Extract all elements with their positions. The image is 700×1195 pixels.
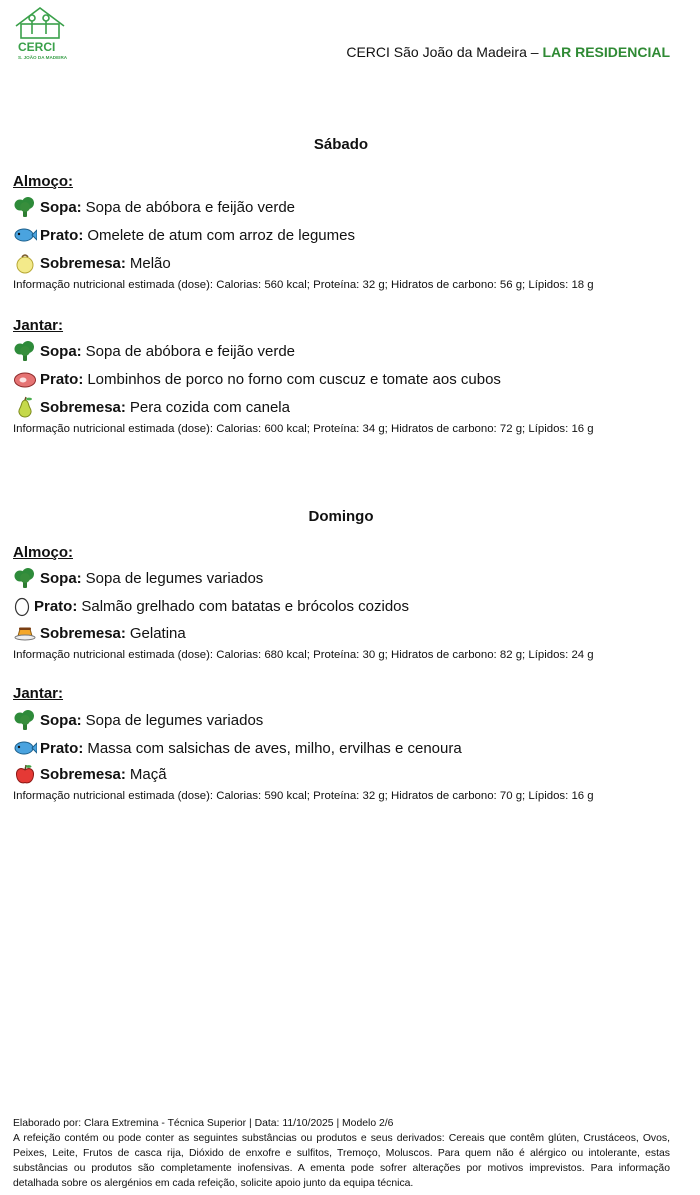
item-label: Sopa:: [40, 342, 82, 360]
logo-subtext: S. JOÃO DA MADEIRA: [18, 55, 68, 60]
apple-icon: [13, 763, 37, 785]
nutrition-info: Informação nutricional estimada (dose): Calorias: 590 kcal; Proteína: 32 g; Hidratos de carbono: 70 g; Lípidos: 16 g: [13, 790, 594, 802]
menu-item-soup: [13, 567, 263, 589]
menu-item-soup: [13, 340, 295, 362]
item-text: Sopa de abóbora e feijão verde: [85, 342, 295, 360]
item-label: Prato:: [34, 597, 78, 615]
logo-text: CERCI: [18, 40, 56, 54]
menu-item-dessert: [13, 396, 290, 418]
menu-item-soup: [13, 196, 295, 218]
meat-icon: [13, 368, 37, 390]
menu-item-dessert: [13, 763, 167, 785]
org-name: CERCI São João da Madeira –: [346, 44, 543, 60]
item-label: Sopa:: [40, 711, 82, 729]
menu-item-main: [13, 224, 355, 246]
item-text: Melão: [129, 254, 171, 272]
pear-icon: [13, 396, 37, 418]
item-label: Prato:: [40, 739, 84, 757]
menu-item-main: [13, 595, 409, 617]
meal-title: Jantar:: [13, 685, 64, 702]
broccoli-icon: [13, 709, 37, 731]
footer-author: Elaborado por: Clara Extremina - Técnica Superior | Data: 11/10/2025 | Modelo 2/6: [13, 1118, 394, 1129]
item-text: Lombinhos de porco no forno com cuscuz e tomate aos cubos: [87, 370, 501, 388]
broccoli-icon: [13, 567, 37, 589]
item-label: Sobremesa:: [40, 624, 126, 642]
item-text: Salmão grelhado com batatas e brócolos cozidos: [81, 597, 410, 615]
nutrition-info: Informação nutricional estimada (dose): Calorias: 560 kcal; Proteína: 32 g; Hidratos de carbono: 56 g; Lípidos: 18 g: [13, 279, 594, 291]
item-text: Sopa de legumes variados: [85, 711, 264, 729]
nutrition-info: Informação nutricional estimada (dose): Calorias: 680 kcal; Proteína: 30 g; Hidratos de carbono: 82 g; Lípidos: 24 g: [13, 649, 594, 661]
day-title: Sábado: [313, 136, 369, 153]
item-text: Pera cozida com canela: [129, 398, 290, 416]
item-label: Sopa:: [40, 569, 82, 587]
unit-name: LAR RESIDENCIAL: [542, 44, 670, 60]
menu-item-main: [13, 368, 501, 390]
item-label: Sopa:: [40, 198, 82, 216]
item-text: Massa com salsichas de aves, milho, ervilhas e cenoura: [87, 739, 462, 757]
footer: [13, 1116, 670, 1191]
item-text: Omelete de atum com arroz de legumes: [87, 226, 355, 244]
item-label: Sobremesa:: [40, 398, 126, 416]
day-title: Domingo: [308, 508, 374, 525]
meal-title: Almoço:: [13, 173, 73, 190]
meal-title: Almoço:: [13, 544, 73, 561]
header-title: [346, 44, 670, 60]
item-text: Sopa de abóbora e feijão verde: [85, 198, 295, 216]
cerci-logo: [12, 4, 74, 62]
broccoli-icon: [13, 340, 37, 362]
item-text: Sopa de legumes variados: [85, 569, 264, 587]
melon-icon: [13, 252, 37, 274]
meal-title: Jantar:: [13, 317, 64, 334]
menu-item-main: [13, 737, 462, 759]
item-label: Prato:: [40, 370, 84, 388]
pudding-icon: [13, 622, 37, 644]
fish-icon: [13, 224, 37, 246]
item-label: Sobremesa:: [40, 765, 126, 783]
fish-icon: [13, 737, 37, 759]
item-text: Gelatina: [129, 624, 186, 642]
item-label: Sobremesa:: [40, 254, 126, 272]
menu-item-dessert: [13, 252, 171, 274]
item-label: Prato:: [40, 226, 84, 244]
menu-item-dessert: [13, 622, 186, 644]
menu-item-soup: [13, 709, 263, 731]
nutrition-info: Informação nutricional estimada (dose): Calorias: 600 kcal; Proteína: 34 g; Hidratos de carbono: 72 g; Lípidos: 16 g: [13, 423, 594, 435]
item-text: Maçã: [129, 765, 167, 783]
footer-allergens: A refeição contém ou pode conter as seguintes substâncias ou produtos e seus derivados: Cereais que contêm glúten, Crustáceos, Ovos, Peixes, Leite, Frutos de casca rija, Dióxido de enxofre e sulfitos, Tremoço, Moluscos. Para quem não é alérgico ou intolerante, estas substâncias ou produtos são completamente inofensivas. A ementa pode sofrer alterações por motivos imprevistos. Para informação detalhada sobre os alergénios em cada refeição, solicite apoio junto da equipa técnica.: [13, 1133, 670, 1189]
egg-icon: [13, 595, 31, 617]
broccoli-icon: [13, 196, 37, 218]
